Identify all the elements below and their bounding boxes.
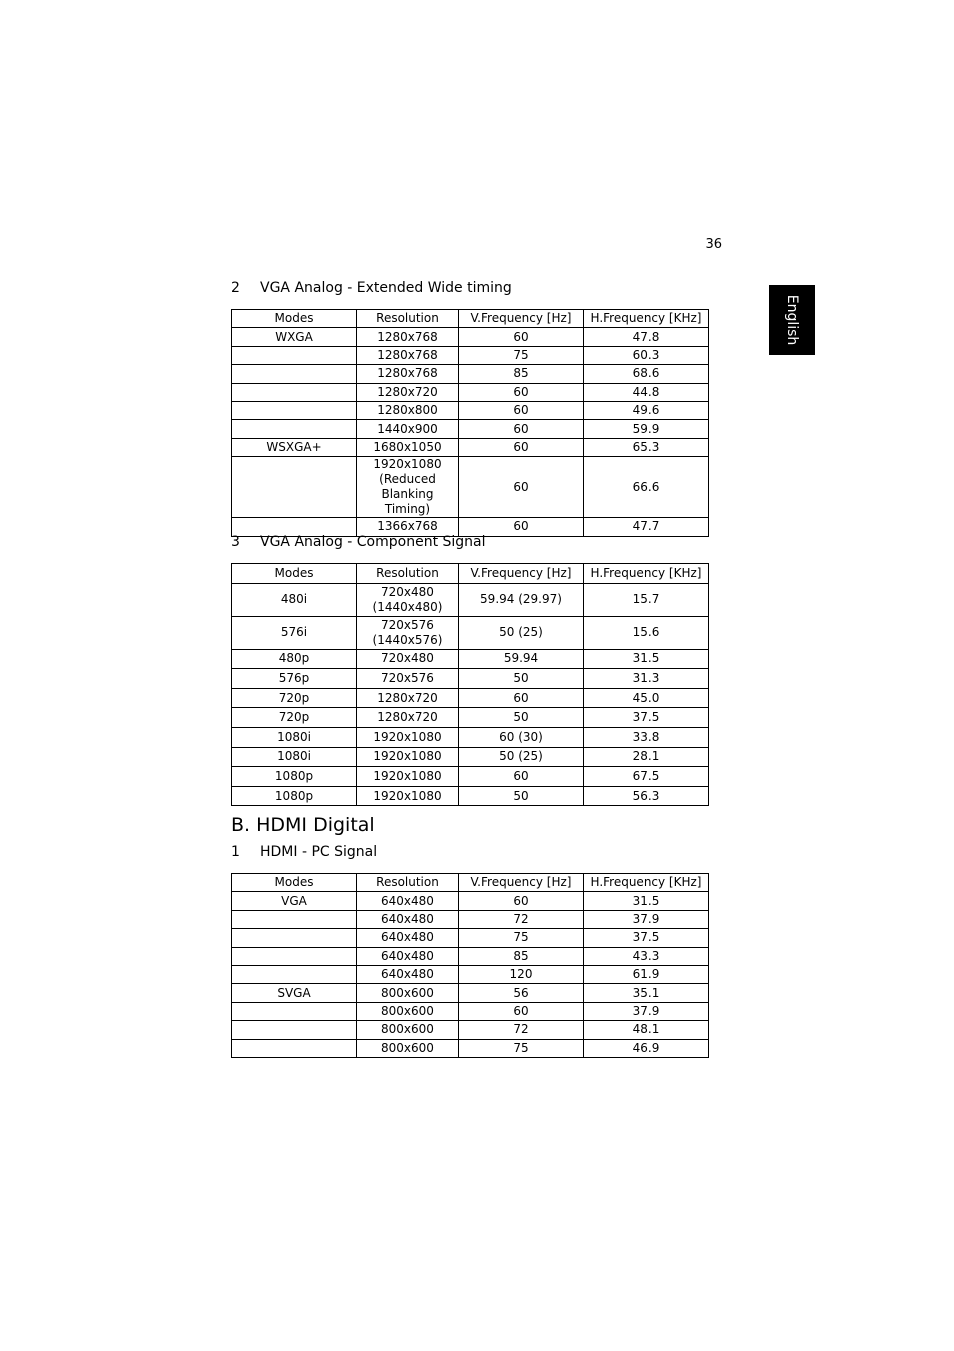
cell-mode: 1080p (232, 767, 357, 787)
cell-mode: 480p (232, 649, 357, 669)
header-modes: Modes (232, 874, 357, 892)
cell-v-frequency: 75 (459, 346, 584, 364)
table-row (232, 786, 709, 806)
cell-mode: 576p (232, 669, 357, 689)
header-modes: Modes (232, 310, 357, 328)
header-h-frequency: H.Frequency [KHz] (584, 564, 709, 584)
cell-h-frequency: 33.8 (584, 727, 709, 747)
header-v-frequency: V.Frequency [Hz] (459, 564, 584, 584)
language-tab-label: English (784, 294, 800, 346)
cell-mode (232, 1021, 357, 1039)
cell-mode (232, 947, 357, 965)
cell-resolution: 1280x768 (357, 365, 459, 383)
cell-resolution: 640x480 (357, 929, 459, 947)
cell-h-frequency: 28.1 (584, 747, 709, 767)
cell-h-frequency: 47.7 (584, 518, 709, 536)
table-header-row (232, 310, 709, 328)
cell-resolution: 1920x1080 (Reduced Blanking Timing) (357, 457, 459, 518)
cell-h-frequency: 31.5 (584, 649, 709, 669)
cell-resolution: 640x480 (357, 947, 459, 965)
cell-resolution: 640x480 (357, 910, 459, 928)
table-row (232, 669, 709, 689)
cell-v-frequency: 50 (459, 786, 584, 806)
language-tab (769, 285, 815, 355)
cell-mode (232, 346, 357, 364)
cell-h-frequency: 15.6 (584, 616, 709, 649)
cell-mode (232, 383, 357, 401)
cell-v-frequency: 50 (459, 669, 584, 689)
section-3-label: VGA Analog - Component Signal (260, 534, 486, 550)
section-b1-label: HDMI - PC Signal (260, 844, 378, 860)
table-row (232, 910, 709, 928)
cell-v-frequency: 60 (459, 518, 584, 536)
cell-mode (232, 365, 357, 383)
cell-v-frequency: 59.94 (459, 649, 584, 669)
section-2-label: VGA Analog - Extended Wide timing (260, 280, 512, 296)
cell-mode (232, 1002, 357, 1020)
header-modes: Modes (232, 564, 357, 584)
cell-h-frequency: 60.3 (584, 346, 709, 364)
header-resolution: Resolution (357, 310, 459, 328)
cell-h-frequency: 44.8 (584, 383, 709, 401)
cell-v-frequency: 59.94 (29.97) (459, 583, 584, 616)
cell-resolution: 720x576 (357, 669, 459, 689)
cell-v-frequency: 60 (459, 688, 584, 708)
table-row (232, 438, 709, 456)
cell-h-frequency: 43.3 (584, 947, 709, 965)
extended-wide-timing-table (231, 309, 709, 537)
cell-mode (232, 965, 357, 983)
table-row (232, 328, 709, 346)
cell-resolution: 1280x768 (357, 346, 459, 364)
cell-v-frequency: 60 (459, 401, 584, 419)
cell-mode: VGA (232, 892, 357, 910)
section-b1-number: 1 (231, 844, 240, 860)
cell-v-frequency: 75 (459, 929, 584, 947)
cell-h-frequency: 31.5 (584, 892, 709, 910)
cell-h-frequency: 49.6 (584, 401, 709, 419)
cell-resolution: 800x600 (357, 1039, 459, 1057)
cell-resolution: 1280x768 (357, 328, 459, 346)
cell-resolution: 800x600 (357, 1002, 459, 1020)
cell-h-frequency: 56.3 (584, 786, 709, 806)
table-row (232, 892, 709, 910)
header-resolution: Resolution (357, 874, 459, 892)
cell-mode: WSXGA+ (232, 438, 357, 456)
cell-v-frequency: 72 (459, 1021, 584, 1039)
cell-h-frequency: 61.9 (584, 965, 709, 983)
cell-v-frequency: 60 (459, 383, 584, 401)
cell-v-frequency: 56 (459, 984, 584, 1002)
header-v-frequency: V.Frequency [Hz] (459, 874, 584, 892)
cell-mode: 480i (232, 583, 357, 616)
table-row (232, 688, 709, 708)
page-number: 36 (705, 237, 722, 252)
cell-resolution: 720x480 (357, 649, 459, 669)
cell-h-frequency: 15.7 (584, 583, 709, 616)
cell-mode (232, 401, 357, 419)
cell-mode: 576i (232, 616, 357, 649)
table-row (232, 767, 709, 787)
table-row (232, 346, 709, 364)
cell-h-frequency: 66.6 (584, 457, 709, 518)
table-header-row (232, 564, 709, 584)
cell-resolution: 1680x1050 (357, 438, 459, 456)
cell-resolution: 1280x720 (357, 708, 459, 728)
cell-mode: 1080i (232, 747, 357, 767)
cell-v-frequency: 50 (25) (459, 747, 584, 767)
cell-mode (232, 420, 357, 438)
table-row (232, 747, 709, 767)
cell-resolution: 720x480 (1440x480) (357, 583, 459, 616)
cell-mode (232, 910, 357, 928)
section-3-number: 3 (231, 534, 240, 550)
cell-resolution: 1920x1080 (357, 747, 459, 767)
cell-h-frequency: 35.1 (584, 984, 709, 1002)
component-signal-table (231, 563, 709, 806)
cell-resolution: 640x480 (357, 892, 459, 910)
table-row (232, 929, 709, 947)
cell-v-frequency: 85 (459, 947, 584, 965)
cell-h-frequency: 45.0 (584, 688, 709, 708)
cell-resolution: 640x480 (357, 965, 459, 983)
cell-resolution: 1920x1080 (357, 786, 459, 806)
table-row (232, 984, 709, 1002)
cell-h-frequency: 68.6 (584, 365, 709, 383)
header-h-frequency: H.Frequency [KHz] (584, 874, 709, 892)
table-row (232, 616, 709, 649)
cell-mode: SVGA (232, 984, 357, 1002)
cell-mode: 720p (232, 688, 357, 708)
cell-h-frequency: 37.5 (584, 708, 709, 728)
cell-h-frequency: 59.9 (584, 420, 709, 438)
cell-v-frequency: 72 (459, 910, 584, 928)
cell-v-frequency: 60 (459, 767, 584, 787)
cell-v-frequency: 60 (459, 328, 584, 346)
section-3-title (231, 534, 486, 550)
cell-v-frequency: 60 (459, 438, 584, 456)
cell-h-frequency: 37.9 (584, 1002, 709, 1020)
table-row (232, 401, 709, 419)
cell-h-frequency: 31.3 (584, 669, 709, 689)
cell-v-frequency: 60 (459, 1002, 584, 1020)
table-row (232, 420, 709, 438)
table-row (232, 727, 709, 747)
cell-mode (232, 929, 357, 947)
cell-v-frequency: 60 (459, 420, 584, 438)
section-2-number: 2 (231, 280, 240, 296)
cell-resolution: 1280x720 (357, 688, 459, 708)
table-header-row (232, 874, 709, 892)
cell-v-frequency: 60 (30) (459, 727, 584, 747)
cell-h-frequency: 67.5 (584, 767, 709, 787)
cell-resolution: 800x600 (357, 984, 459, 1002)
table-row (232, 708, 709, 728)
cell-h-frequency: 46.9 (584, 1039, 709, 1057)
cell-resolution: 1920x1080 (357, 727, 459, 747)
cell-mode: WXGA (232, 328, 357, 346)
table-row (232, 649, 709, 669)
cell-resolution: 1280x800 (357, 401, 459, 419)
cell-v-frequency: 75 (459, 1039, 584, 1057)
cell-h-frequency: 37.5 (584, 929, 709, 947)
table-row (232, 1039, 709, 1057)
table-row (232, 947, 709, 965)
cell-v-frequency: 60 (459, 892, 584, 910)
cell-resolution: 800x600 (357, 1021, 459, 1039)
header-v-frequency: V.Frequency [Hz] (459, 310, 584, 328)
header-resolution: Resolution (357, 564, 459, 584)
header-h-frequency: H.Frequency [KHz] (584, 310, 709, 328)
cell-resolution: 1440x900 (357, 420, 459, 438)
table-row (232, 365, 709, 383)
cell-v-frequency: 50 (25) (459, 616, 584, 649)
table-row (232, 1021, 709, 1039)
cell-resolution: 1920x1080 (357, 767, 459, 787)
hdmi-pc-signal-table (231, 873, 709, 1058)
section-2-title (231, 280, 512, 296)
section-b1-title (231, 844, 377, 860)
cell-v-frequency: 120 (459, 965, 584, 983)
cell-v-frequency: 50 (459, 708, 584, 728)
cell-resolution: 1280x720 (357, 383, 459, 401)
table-row (232, 583, 709, 616)
cell-v-frequency: 60 (459, 457, 584, 518)
cell-v-frequency: 85 (459, 365, 584, 383)
cell-h-frequency: 48.1 (584, 1021, 709, 1039)
table-row (232, 1002, 709, 1020)
cell-h-frequency: 37.9 (584, 910, 709, 928)
cell-resolution: 1366x768 (357, 518, 459, 536)
cell-resolution: 720x576 (1440x576) (357, 616, 459, 649)
cell-h-frequency: 65.3 (584, 438, 709, 456)
cell-mode: 1080p (232, 786, 357, 806)
table-row (232, 457, 709, 518)
table-row (232, 383, 709, 401)
cell-mode (232, 457, 357, 518)
cell-mode: 1080i (232, 727, 357, 747)
cell-mode (232, 1039, 357, 1057)
cell-mode: 720p (232, 708, 357, 728)
cell-h-frequency: 47.8 (584, 328, 709, 346)
hdmi-digital-heading: B. HDMI Digital (231, 814, 375, 836)
table-row (232, 965, 709, 983)
